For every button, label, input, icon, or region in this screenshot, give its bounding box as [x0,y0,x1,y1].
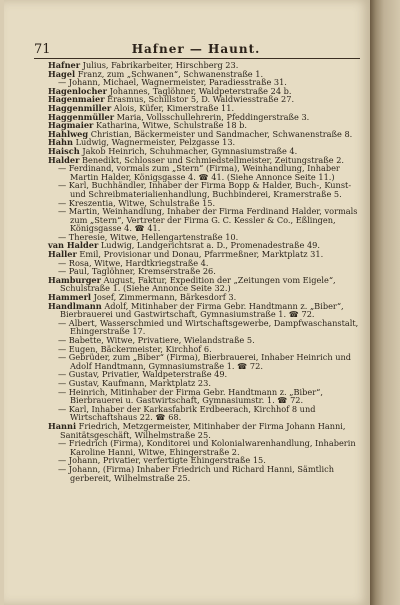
entry-text: — Friedrich (Firma), Konditorei und Kolonialwarenhandlung, Inhaberin Karoline Hanni, Witwe, Ehingerstraße 2. [58,438,356,457]
header-rule [34,58,360,59]
entry-surname: van Halder [48,240,99,251]
entry-text: — Ferdinand, vormals zum „Stern“ (Firma), Weinhandlung, Inhaber Martin Halder, Königsgasse 4. ☎ 41. (Siehe Annonce Seite 11.) [58,163,340,182]
entry-surname: Haggenmiller [48,102,112,113]
directory-entry [48,302,360,319]
page-header [34,42,358,56]
entry-text: Jakob Heinrich, Schuhmacher, Gymnasiumstraße 4. [82,145,298,156]
entry-surname: Haller [48,249,77,260]
entry-surname: Hamburger [48,274,101,285]
entry-text: — Gebrüder, zum „Biber“ (Firma), Bierbrauerei, Inhaber Heinrich und Adolf Handtmann, Gymnasiumstraße 1. ☎ 72. [58,352,352,371]
entry-surname: Handlmann [48,300,102,311]
directory-entry [48,439,360,456]
entry-text: — Babette, Witwe, Privatiere, Wielandstraße 5. [58,335,255,345]
page-number: 71 [34,42,51,57]
book-page [4,0,370,605]
entry-surname: Haisch [48,145,80,156]
entry-text: — Heinrich, Mitinhaber der Firma Gebr. Handtmann z. „Biber“, Bierbrauerei u. Gastwirtschaft, Gymnasiumstr. 1. ☎ 72. [58,386,323,406]
directory-entry [48,388,360,405]
entry-surname: Hagmaier [48,120,94,131]
entry-text: Ludwig, Landgerichtsrat a. D., Promenadestraße 49. [100,240,320,251]
running-title: Hafner — Haunt. [131,42,261,56]
directory-entry [48,465,360,482]
directory-entry [48,405,360,422]
directory-entry [48,276,360,293]
entry-text: — Gustav, Privatier, Waldpeterstraße 49. [58,369,228,380]
entry-surname: Hanni [48,420,77,431]
entry-text: Katharina, Witwe, Schulstraße 18 b. [95,120,247,131]
entry-text: — Johann, (Firma) Inhaber Friedrich und Richard Hanni, Sämtlich gerbereit, Wilhelmstraße 25. [58,463,335,483]
entry-text: — Gustav, Kaufmann, Marktplatz 23. [58,377,211,388]
entry-surname: Hammerl [48,292,92,303]
entry-text: Friedrich, Metzgermeister, Mitinhaber der Firma Johann Hanni, Sanitätsgeschäft, Wilhelmstraße 25. [60,420,346,440]
entry-surname: Hahn [48,137,73,148]
entry-text: Johannes, Taglöhner, Waldpeterstraße 24 b. [109,85,292,96]
entry-text: Emil, Provisionar und Donau, Pfarrmeßner, Marktplatz 31. [79,249,324,260]
entry-text: — Johann, Michael, Wagnermeister, Paradiesstraße 31. [58,77,287,88]
entry-surname: Hagel [48,68,76,79]
entry-text: Julius, Fabrikarbeiter, Hirschberg 23. [82,60,239,70]
directory-entry [48,207,360,233]
entry-text: Ludwig, Wagnermeister, Pelzgasse 13. [75,137,236,148]
entry-text: Christian, Bäckermeister und Sandmacher, Schwanenstraße 8. [90,128,353,139]
entry-surname: Hahlweg [48,128,89,139]
entry-text: Maria, Vollsschullehrerin, Pfeddingerstraße 3. [116,111,310,122]
entry-text: — Karl, Buchhändler, Inhaber der Firma Bopp & Halder, Buch-, Kunst- und Schreibmaterialienhandlung, Buchbinderei, Kramerstraße 5. [58,180,352,199]
entry-text: Benedikt, Schlosser und Schmiedstellmeister, Zeitungstraße 2. [82,154,345,165]
entry-text: — Eugen, Bäckermeister, Kirchhof 6. [58,343,212,354]
entry-text: — Karl, Inhaber der Karkasfabrik Erdbeerach, Kirchhof 8 und Wirtschaftshaus 22. ☎ 68. [58,403,316,423]
directory-entry [48,353,360,370]
directory-entry [48,422,360,439]
entry-text: — Rosa, Witwe, Hardtkriegstraße 4. [58,257,209,268]
entry-surname: Hafner [48,60,81,70]
entry-text: — Theresie, Witwe, Hellengartenstraße 10. [58,231,239,242]
entry-text: Franz, zum „Schwanen“, Schwanenstraße 1. [77,68,264,79]
directory-entry [48,164,360,181]
entry-surname: Haggenmüller [48,111,115,122]
directory-entry [48,319,360,336]
directory-entry [48,181,360,198]
entry-text: — Kreszentia, Witwe, Schulstraße 15. [58,197,216,208]
entry-text: — Paul, Taglöhner, Kremserstraße 26. [58,266,216,277]
entry-text: — Johann, Privatier, verfertigte Ehingerstraße 15. [58,455,266,466]
entry-text: Josef, Zimmermann, Bärkesdorf 3. [93,292,237,303]
entry-surname: Hagenmaier [48,94,105,105]
entry-text: August, Faktur, Expedition der „Zeitungen vom Eigele“, Schulstraße 1. (Siehe Annonce Seite 32.) [60,274,336,294]
entry-text: — Albert, Wasserschmied und Wirtschaftsgewerbe, Dampfwaschanstalt, Ehingerstraße 17. [58,317,359,337]
entry-text: Erasmus, Schillstor 5, D. Waldwiesstraße 27. [107,94,295,105]
entry-text: — Martin, Weinhandlung, Inhaber der Firma Ferdinand Halder, vormals zum „Stern“, Vertreter der Firma G. C. Kessler & Co., Eßlingen, Königsgasse 4. ☎ 41. [58,206,358,234]
book-page-edge [370,0,400,605]
entry-text: Adolf, Mitinhaber der Firma Gebr. Handtmann z. „Biber“, Bierbrauerei und Gastwirtschaft, Gymnasiumstraße 1. ☎ 72. [60,300,344,320]
entry-text: Alois, Küfer, Kimerstraße 11. [113,102,235,113]
entry-surname: Hagenlocher [48,85,107,96]
directory-entries [48,61,360,482]
entry-surname: Halder [48,154,80,165]
